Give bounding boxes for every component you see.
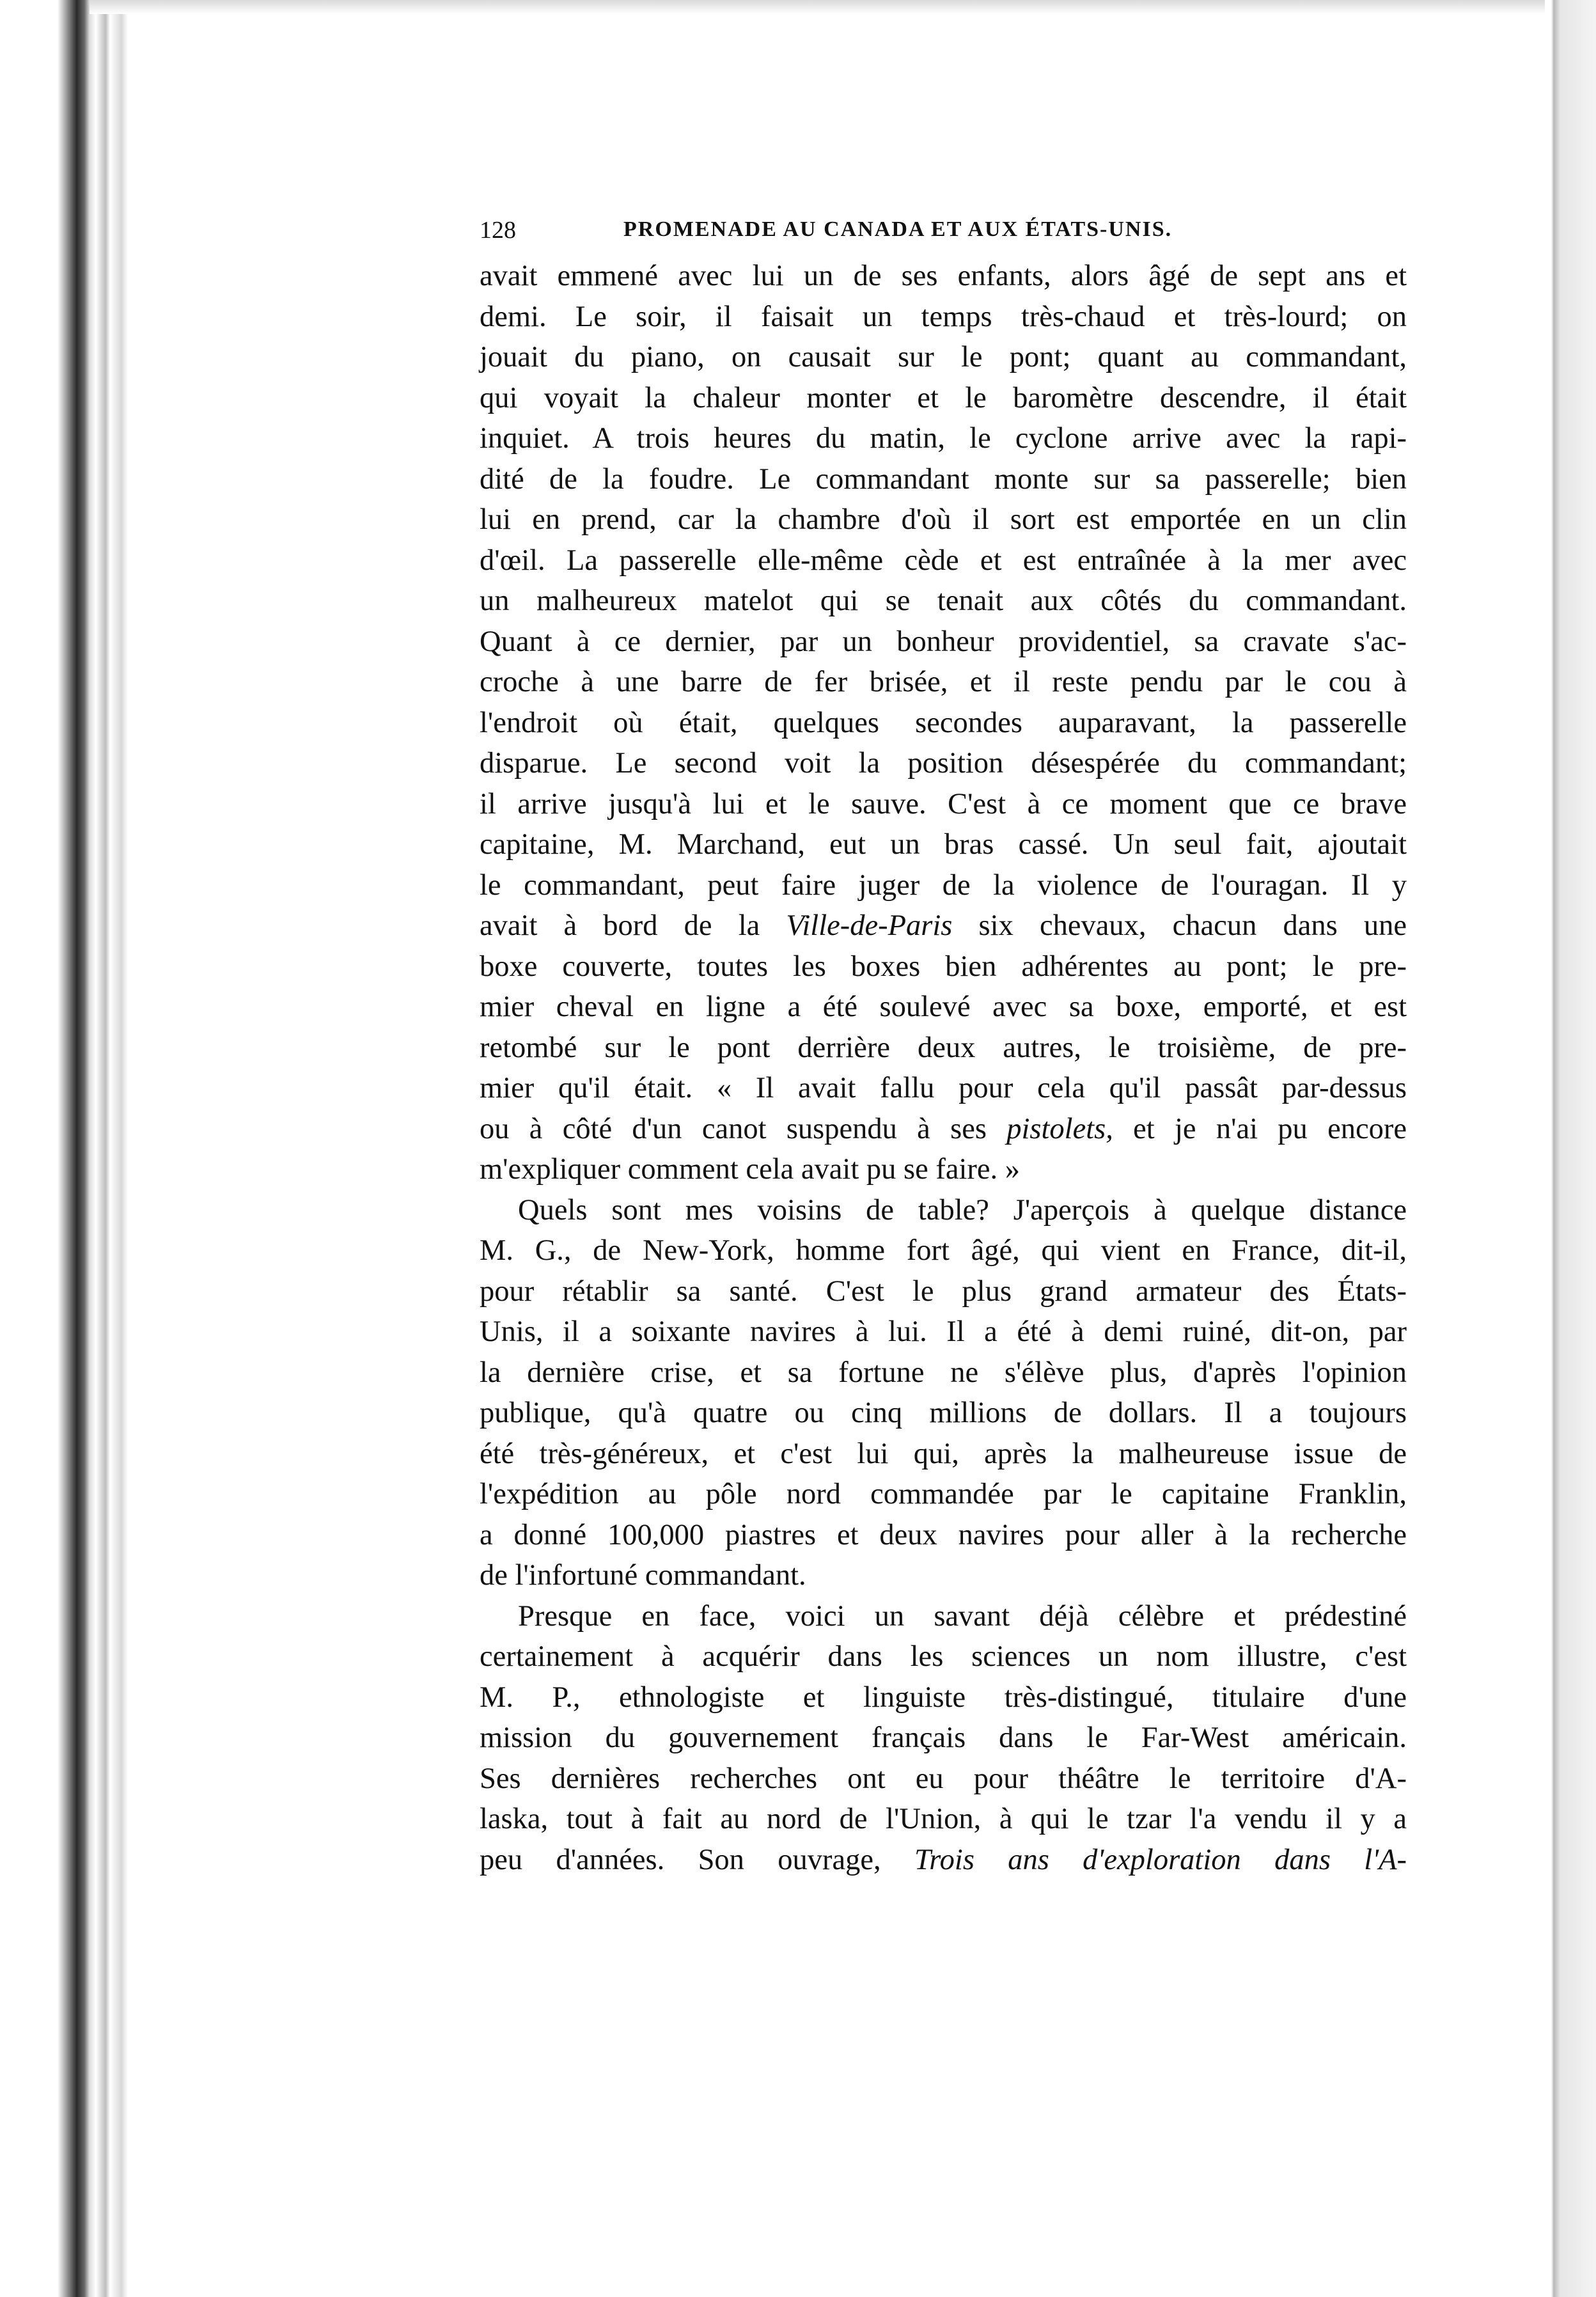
- text-line-pistolets: [480, 1109, 1407, 1150]
- book-title: Trois ans d'exploration dans l'A-: [914, 1843, 1407, 1876]
- ship-name: Ville-de-Paris: [786, 909, 953, 942]
- text-line: l'endroit où était, quelques secondes auparavant, la passerelle: [480, 706, 1407, 739]
- body-text: [480, 256, 1407, 1880]
- running-head: [480, 205, 1407, 256]
- text-line: Ses dernières recherches ont eu pour théâtre le territoire d'A-: [480, 1762, 1407, 1795]
- text-line: croche à une barre de fer brisée, et il reste pendu par le cou à: [480, 666, 1407, 698]
- text-line: demi. Le soir, il faisait un temps très-chaud et très-lourd; on: [480, 300, 1407, 333]
- text-line: retombé sur le pont derrière deux autres, le troisième, de pre-: [480, 1031, 1407, 1064]
- text-segment: avait à bord de la: [480, 909, 786, 942]
- text-line: Quant à ce dernier, par un bonheur providentiel, sa cravate s'ac-: [480, 625, 1407, 658]
- text-line-ville: [480, 905, 1407, 946]
- paragraph-end-line: m'expliquer comment cela avait pu se faire. »: [480, 1153, 1021, 1186]
- text-segment: peu d'années. Son ouvrage,: [480, 1843, 914, 1876]
- text-line: inquiet. A trois heures du matin, le cyclone arrive avec la rapi-: [480, 422, 1407, 455]
- scan-right-edge: [1545, 0, 1596, 2297]
- scan-left-edge: [0, 0, 128, 2297]
- text-line: il arrive jusqu'à lui et le sauve. C'est à ce moment que ce brave: [480, 787, 1407, 820]
- text-line: laska, tout à fait au nord de l'Union, à qui le tzar l'a vendu il y a: [480, 1803, 1407, 1835]
- text-line: Unis, il a soixante navires à lui. Il a été à demi ruiné, dit-on, par: [480, 1315, 1407, 1348]
- text-line: d'œil. La passerelle elle-même cède et est entraînée à la mer avec: [480, 544, 1407, 577]
- text-line: capitaine, M. Marchand, eut un bras cassé. Un seul fait, ajoutait: [480, 828, 1407, 861]
- text-line: boxe couverte, toutes les boxes bien adhérentes au pont; le pre-: [480, 950, 1407, 983]
- text-line: M. G., de New-York, homme fort âgé, qui vient en France, dit-il,: [480, 1234, 1407, 1267]
- page-number: 128: [480, 217, 516, 244]
- text-line: été très-généreux, et c'est lui qui, après la malheureuse issue de: [480, 1437, 1407, 1470]
- text-segment: ou à côté d'un canot suspendu à ses: [480, 1112, 1007, 1145]
- paragraph-end-line: de l'infortuné commandant.: [480, 1559, 806, 1592]
- text-line: publique, qu'à quatre ou cinq millions de dollars. Il a toujours: [480, 1397, 1407, 1429]
- italic-term: pistolets,: [1006, 1112, 1113, 1145]
- text-line-final: [480, 1840, 1407, 1881]
- text-segment: six chevaux, chacun dans une: [952, 909, 1407, 942]
- text-line: certainement à acquérir dans les sciences un nom illustre, c'est: [480, 1640, 1407, 1673]
- text-line: a donné 100,000 piastres et deux navires pour aller à la recherche: [480, 1518, 1407, 1551]
- text-line: un malheureux matelot qui se tenait aux côtés du commandant.: [480, 584, 1407, 617]
- text-line: jouait du piano, on causait sur le pont; quant au commandant,: [480, 341, 1407, 373]
- text-line: mission du gouvernement français dans le Far-West américain.: [480, 1721, 1407, 1754]
- text-line: pour rétablir sa santé. C'est le plus grand armateur des États-: [480, 1274, 1407, 1308]
- text-line: qui voyait la chaleur monter et le baromètre descendre, il était: [480, 381, 1407, 414]
- running-title: PROMENADE AU CANADA ET AUX ÉTATS-UNIS.: [623, 217, 1173, 241]
- text-line: avait emmené avec lui un de ses enfants, alors âgé de sept ans et: [480, 260, 1407, 292]
- text-segment: et je n'ai pu encore: [1113, 1112, 1407, 1145]
- text-line: l'expédition au pôle nord commandée par le capitaine Franklin,: [480, 1478, 1407, 1510]
- paragraph-first-line: Presque en face, voici un savant déjà célèbre et prédestiné: [518, 1599, 1407, 1633]
- text-line: M. P., ethnologiste et linguiste très-distingué, titulaire d'une: [480, 1681, 1407, 1714]
- text-line: disparue. Le second voit la position désespérée du commandant;: [480, 747, 1407, 780]
- text-line: le commandant, peut faire juger de la violence de l'ouragan. Il y: [480, 868, 1407, 902]
- scan-top-band: [90, 0, 1545, 14]
- book-page: [480, 205, 1407, 1880]
- text-line: lui en prend, car la chambre d'où il sort est emportée en un clin: [480, 503, 1407, 536]
- text-line: mier cheval en ligne a été soulevé avec sa boxe, emporté, et est: [480, 991, 1407, 1023]
- paragraph-first-line: Quels sont mes voisins de table? J'aperçois à quelque distance: [518, 1193, 1407, 1227]
- text-line: dité de la foudre. Le commandant monte sur sa passerelle; bien: [480, 462, 1407, 496]
- text-line: mier qu'il était. « Il avait fallu pour cela qu'il passât par-dessus: [480, 1072, 1407, 1104]
- text-line: la dernière crise, et sa fortune ne s'élève plus, d'après l'opinion: [480, 1356, 1407, 1389]
